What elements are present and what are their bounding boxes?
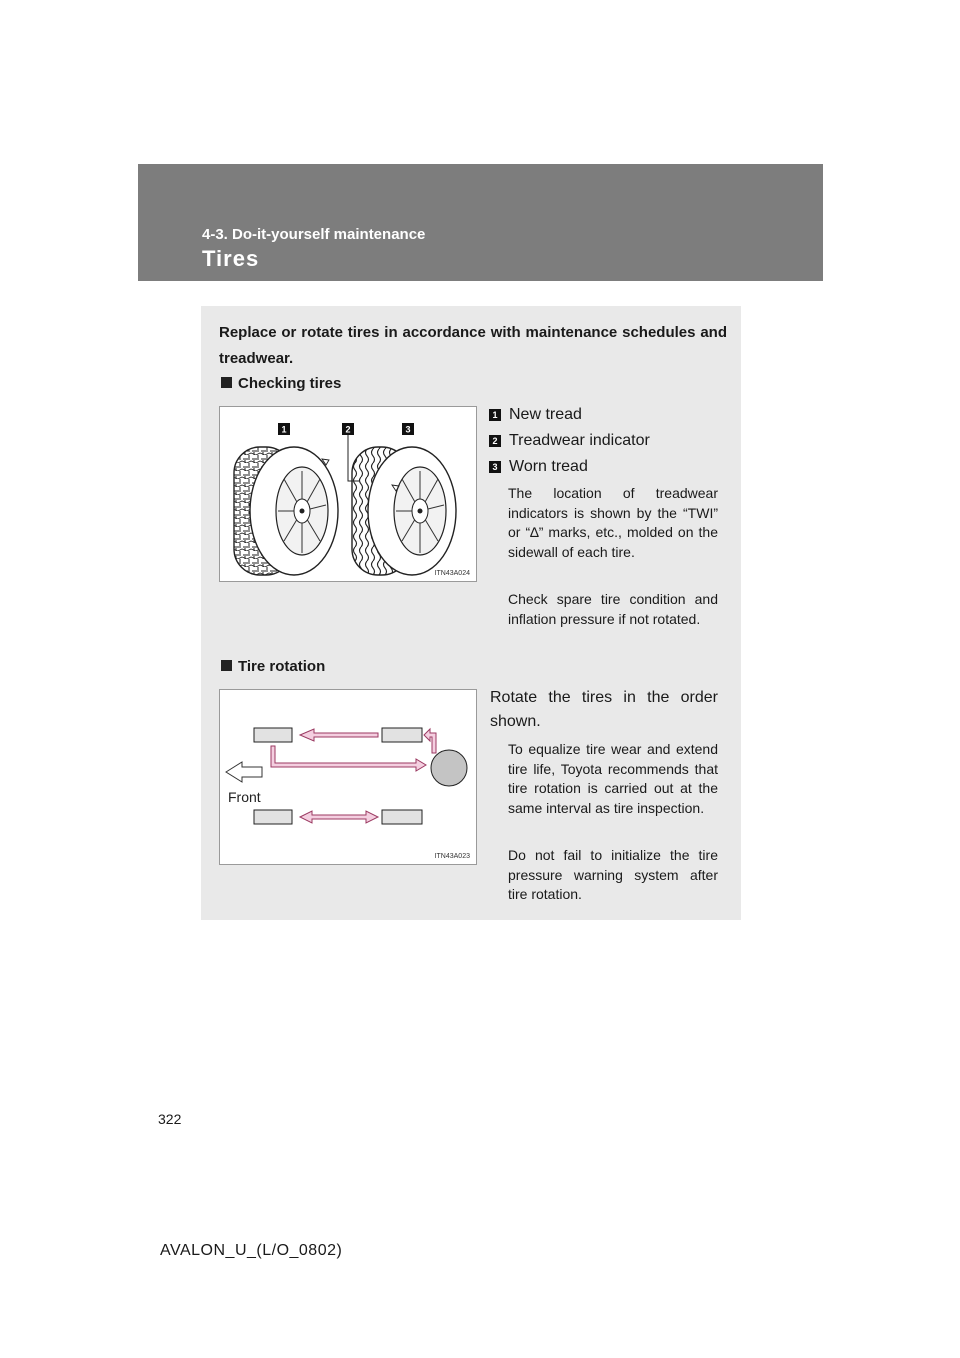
callout-1-label: 1 [281, 424, 287, 435]
front-label: Front [228, 789, 261, 805]
figure-id-checking: ITN43A024 [434, 570, 470, 577]
spare-tire-note: Check spare tire condition and inflation pressure if not rotated. [508, 591, 718, 627]
page-number: 322 [158, 1111, 182, 1127]
content-panel [201, 306, 741, 920]
legend-number-2: 2 [489, 435, 501, 447]
legend-item-worn-tread [489, 454, 729, 480]
square-bullet-icon [221, 660, 232, 671]
page-title: Tires [202, 246, 260, 271]
rotation-arrow-right-side-swap [300, 811, 378, 823]
rotation-arrow-rear-to-front-left [300, 729, 378, 741]
tread-legend [489, 402, 729, 480]
tire-rotation-diagram [220, 690, 476, 864]
new-tread-tire [234, 447, 338, 575]
legend-label-worn-tread: Worn tread [509, 458, 588, 475]
callout-3 [402, 423, 414, 435]
figure-id-rotation: ITN43A023 [434, 853, 470, 860]
front-direction-arrow-icon [226, 762, 262, 782]
rear-right-tire [382, 810, 422, 824]
rear-left-tire [382, 728, 422, 742]
tpms-reset-note: Do not fail to initialize the tire pressure warning system after tire rotation. [508, 847, 718, 902]
callout-2-label: 2 [345, 424, 351, 435]
spare-tire [431, 750, 467, 786]
front-left-tire [254, 728, 292, 742]
tire-tread-figure [219, 406, 477, 582]
legend-number-1: 1 [489, 409, 501, 421]
rotation-instruction: Rotate the tires in the order shown. [490, 689, 718, 730]
legend-label-treadwear-indicator: Treadwear indicator [509, 432, 650, 449]
front-right-tire [254, 810, 292, 824]
tire-wear-note: To equalize tire wear and extend tire life, Toyota recommends that tire rotation is carried out at the same interval as tire inspection. [508, 741, 718, 816]
callout-3-label: 3 [405, 424, 411, 435]
tire-rotation-heading [221, 658, 325, 675]
worn-tread-tire [352, 447, 456, 575]
section-label: 4-3. Do-it-yourself maintenance [202, 226, 426, 243]
chapter-header [138, 164, 823, 281]
checking-tires-heading-text: Checking tires [238, 375, 342, 392]
treadwear-indicator-note: The location of treadwear indicators is shown by the “TWI” or “∆” marks, etc., molded on the sidewall of each tire. [508, 485, 718, 560]
callout-1 [278, 423, 290, 435]
tire-rotation-figure [219, 689, 477, 865]
square-bullet-icon [221, 377, 232, 388]
intro-text: Replace or rotate tires in accordance with maintenance schedules and treadwear. [219, 324, 727, 367]
legend-item-treadwear-indicator [489, 428, 729, 454]
checking-tires-heading [221, 375, 341, 392]
legend-number-3: 3 [489, 461, 501, 473]
document-footer: AVALON_U_(L/O_0802) [160, 1242, 343, 1259]
rotation-arrow-front-left-to-rear [271, 746, 426, 771]
rotation-arrow-spare-to-rear-left [424, 729, 436, 753]
tire-tread-illustration [220, 407, 476, 581]
legend-item-new-tread [489, 402, 729, 428]
legend-label-new-tread: New tread [509, 406, 582, 423]
tire-rotation-heading-text: Tire rotation [238, 658, 326, 675]
